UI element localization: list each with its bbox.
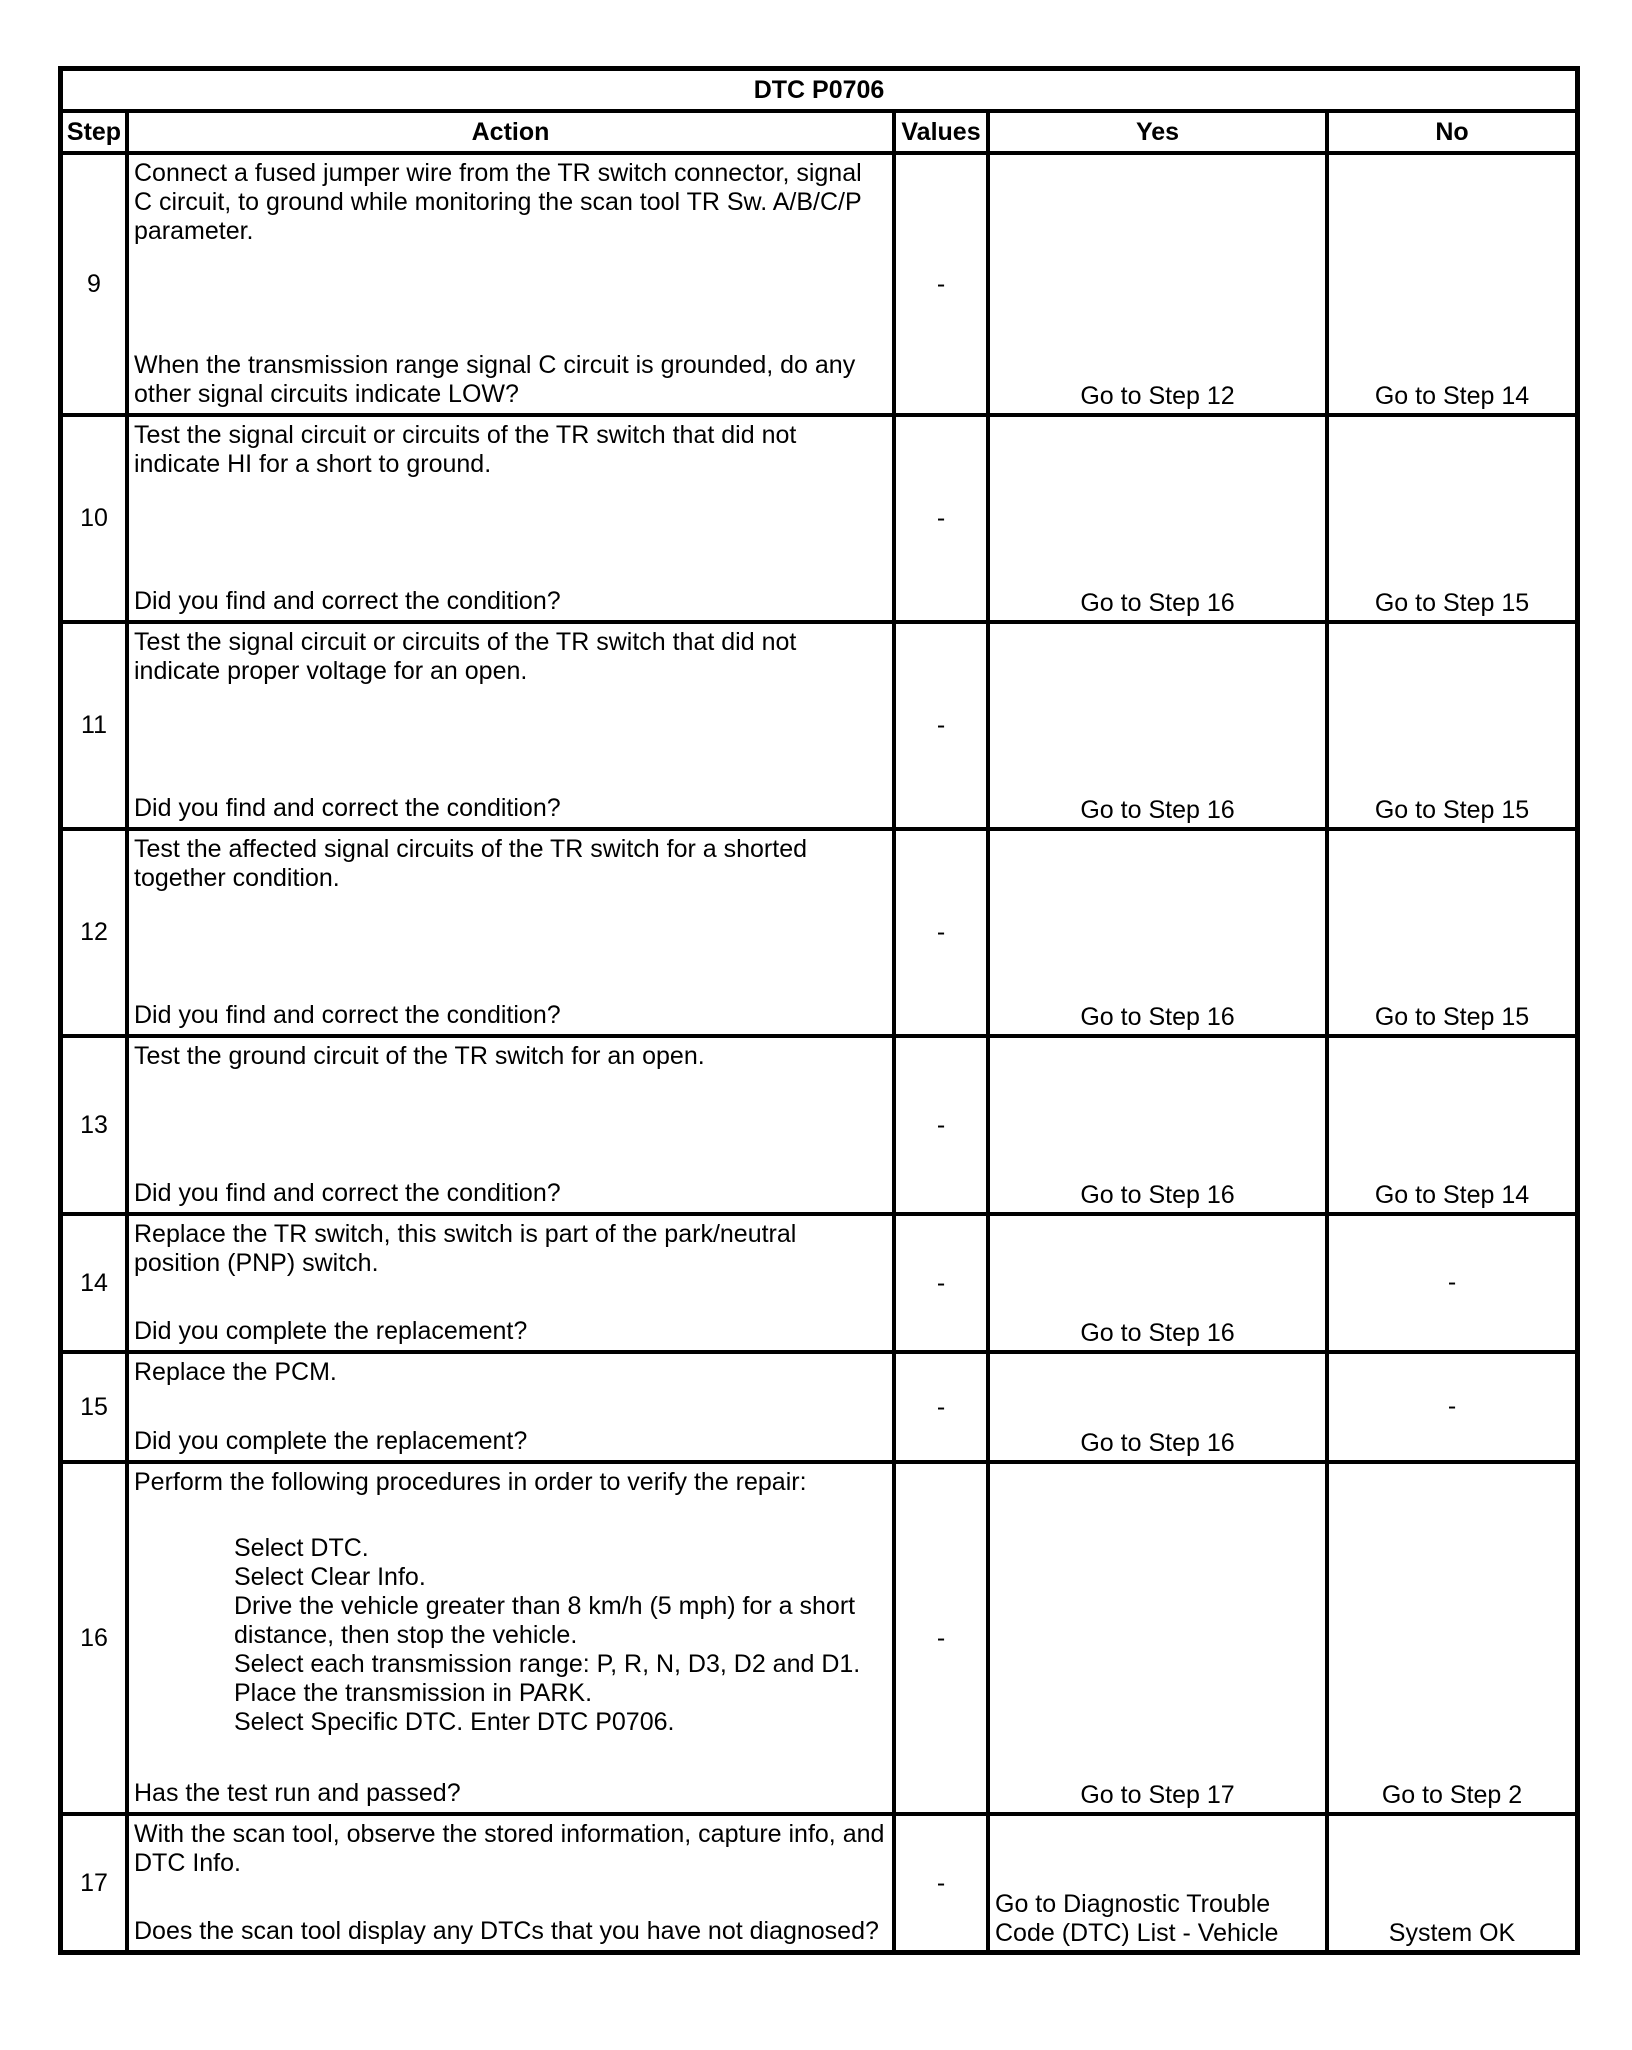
action-question: Did you complete the replacement? <box>134 1317 528 1345</box>
no-cell: Go to Step 15 <box>1327 415 1577 622</box>
table-row <box>61 153 1577 415</box>
table-row <box>61 622 1577 829</box>
no-cell: Go to Step 15 <box>1327 829 1577 1036</box>
action-cell <box>127 1352 894 1462</box>
action-question: Has the test run and passed? <box>134 1779 461 1807</box>
yes-cell: Go to Diagnostic Trouble Code (DTC) List - Vehicle <box>988 1814 1327 1952</box>
procedure-list <box>134 1534 886 1737</box>
procedure-item: Drive the vehicle greater than 8 km/h (5 mph) for a short distance, then stop the vehicle. <box>234 1592 856 1649</box>
procedure-item: Place the transmission in PARK. <box>234 1679 593 1707</box>
table-row <box>61 415 1577 622</box>
header-step: Step <box>61 111 127 153</box>
step-number: 12 <box>61 829 127 1036</box>
action-text: Test the affected signal circuits of the TR switch for a shorted together condition. <box>134 835 808 892</box>
action-text: Test the signal circuit or circuits of the TR switch that did not indicate HI for a short to ground. <box>134 421 797 478</box>
action-text: Perform the following procedures in order to verify the repair: <box>134 1468 807 1496</box>
action-text: Test the signal circuit or circuits of the TR switch that did not indicate proper voltage for an open. <box>134 628 797 685</box>
values-cell: - <box>894 1352 988 1462</box>
header-yes: Yes <box>988 111 1327 153</box>
table-row <box>61 829 1577 1036</box>
no-cell: Go to Step 15 <box>1327 622 1577 829</box>
table-title: DTC P0706 <box>61 69 1577 111</box>
no-cell: System OK <box>1327 1814 1577 1952</box>
action-cell <box>127 1814 894 1952</box>
action-cell <box>127 153 894 415</box>
table-row <box>61 1036 1577 1214</box>
action-cell <box>127 415 894 622</box>
table-row <box>61 1814 1577 1952</box>
yes-cell: Go to Step 16 <box>988 415 1327 622</box>
values-cell: - <box>894 1462 988 1814</box>
procedure-item: Select Clear Info. <box>234 1563 426 1591</box>
yes-cell: Go to Step 16 <box>988 622 1327 829</box>
values-cell: - <box>894 1036 988 1214</box>
procedure-item: Select Specific DTC. Enter DTC P0706. <box>234 1708 675 1736</box>
no-cell: Go to Step 14 <box>1327 1036 1577 1214</box>
yes-cell: Go to Step 17 <box>988 1462 1327 1814</box>
table-row <box>61 1214 1577 1352</box>
action-text: Replace the PCM. <box>134 1358 337 1386</box>
action-cell <box>127 1462 894 1814</box>
action-question: Did you find and correct the condition? <box>134 794 561 822</box>
values-cell: - <box>894 1214 988 1352</box>
step-number: 13 <box>61 1036 127 1214</box>
values-cell: - <box>894 415 988 622</box>
table-row <box>61 1462 1577 1814</box>
header-values: Values <box>894 111 988 153</box>
procedure-item: Select each transmission range: P, R, N, D3, D2 and D1. <box>234 1650 861 1678</box>
action-cell <box>127 829 894 1036</box>
step-number: 15 <box>61 1352 127 1462</box>
action-question: When the transmission range signal C circuit is grounded, do any other signal circuits indicate LOW? <box>134 351 856 408</box>
action-cell <box>127 622 894 829</box>
action-question: Did you find and correct the condition? <box>134 1179 561 1207</box>
step-number: 9 <box>61 153 127 415</box>
action-cell <box>127 1036 894 1214</box>
no-cell: - <box>1327 1352 1577 1462</box>
action-text: Connect a fused jumper wire from the TR switch connector, signal C circuit, to ground while monitoring the scan tool TR Sw. A/B/C/P parameter. <box>134 159 862 245</box>
action-question: Does the scan tool display any DTCs that you have not diagnosed? <box>134 1917 879 1945</box>
yes-cell: Go to Step 16 <box>988 829 1327 1036</box>
step-number: 11 <box>61 622 127 829</box>
action-text: With the scan tool, observe the stored information, capture info, and DTC Info. <box>134 1820 885 1877</box>
values-cell: - <box>894 829 988 1036</box>
step-number: 17 <box>61 1814 127 1952</box>
step-number: 10 <box>61 415 127 622</box>
values-cell: - <box>894 622 988 829</box>
procedure-item: Select DTC. <box>234 1534 369 1562</box>
values-cell: - <box>894 153 988 415</box>
yes-cell: Go to Step 16 <box>988 1036 1327 1214</box>
step-number: 14 <box>61 1214 127 1352</box>
values-cell: - <box>894 1814 988 1952</box>
action-question: Did you find and correct the condition? <box>134 587 561 615</box>
action-cell <box>127 1214 894 1352</box>
no-cell: - <box>1327 1214 1577 1352</box>
header-no: No <box>1327 111 1577 153</box>
header-action: Action <box>127 111 894 153</box>
yes-cell: Go to Step 16 <box>988 1352 1327 1462</box>
action-text: Test the ground circuit of the TR switch for an open. <box>134 1042 705 1070</box>
action-text: Replace the TR switch, this switch is part of the park/neutral position (PNP) switch. <box>134 1220 797 1277</box>
yes-cell: Go to Step 12 <box>988 153 1327 415</box>
no-cell: Go to Step 14 <box>1327 153 1577 415</box>
action-question: Did you complete the replacement? <box>134 1427 528 1455</box>
dtc-table <box>58 66 1580 1955</box>
table-row <box>61 1352 1577 1462</box>
dtc-document <box>58 66 1574 1955</box>
action-question: Did you find and correct the condition? <box>134 1001 561 1029</box>
header-row <box>61 111 1577 153</box>
no-cell: Go to Step 2 <box>1327 1462 1577 1814</box>
step-number: 16 <box>61 1462 127 1814</box>
yes-cell: Go to Step 16 <box>988 1214 1327 1352</box>
